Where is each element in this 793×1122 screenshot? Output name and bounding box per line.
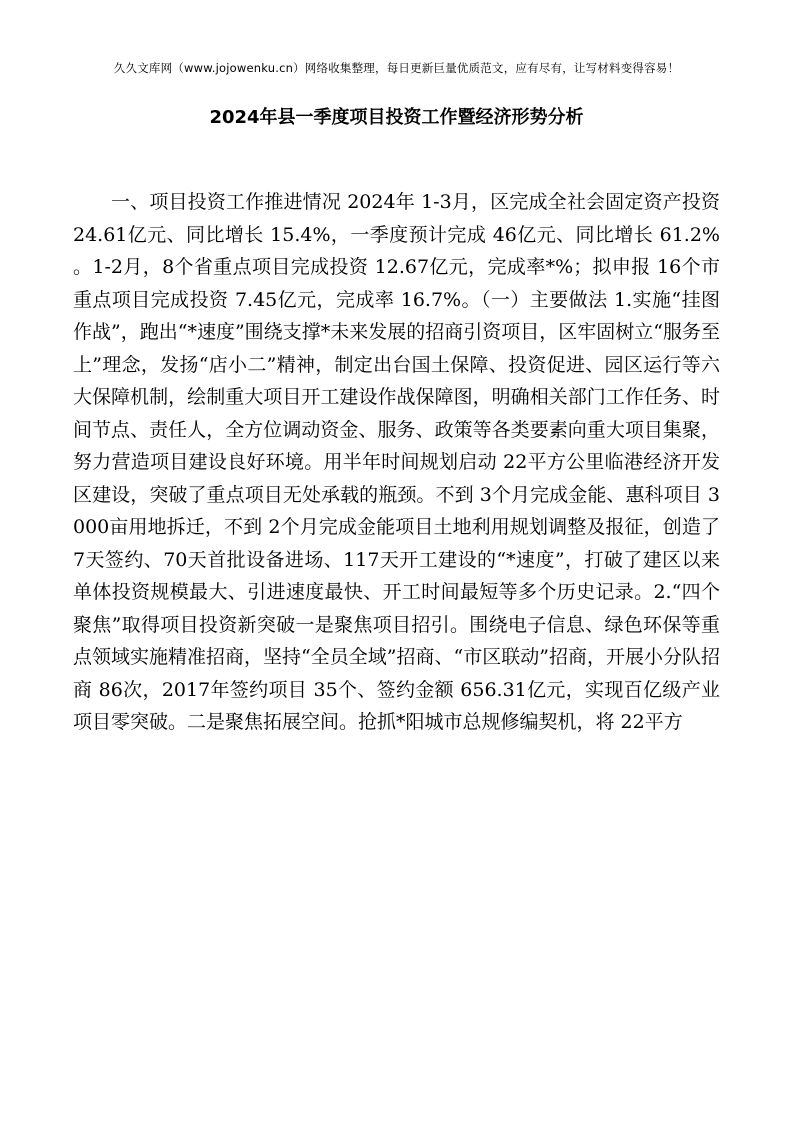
body-paragraph: 一、项目投资工作推进情况 2024年 1-3月，区完成全社会固定资产投资 24.61亿元、同比增长 15.4%，一季度预计完成 46亿元、同比增长 61.2%。1-2月，8个省重点项目完成投资 12.67亿元，完成率*%；拟申报 16个市重点项目完成投资 7.45亿元，完成率 16.7%。（一）主要做法 1.实施“挂图作战”，跑出“*速度”围绕支撑*未来发展的招商引资项目，区牢固树立“服务至上”理念，发扬“店小二”精神，制定出台国土保障、投资促进、园区运行等六大保障机制，绘制重大项目开工建设作战保障图，明确相关部门工作任务、时间节点、责任人，全方位调动资金、服务、政策等各类要素向重大项目集聚，努力营造项目建设良好环境。用半年时间规划启动 22平方公里临港经济开发区建设，突破了重点项目无处承载的瓶颈。不到 3个月完成金能、惠科项目 3000亩用地拆迁，不到 2个月完成金能项目土地利用规划调整及报征，创造了 7天签约、70天首批设备进场、117天开工建设的“*速度”，打破了建区以来单体投资规模最大、引进速度最快、开工时间最短等多个历史记录。2.“四个聚焦”取得项目投资新突破一是聚焦项目招引。围绕电子信息、绿色环保等重点领域实施精准招商，坚持“全员全域”招商、“市区联动”招商，开展小分队招商 86次，2017年签约项目 35个、签约金额 656.31亿元，实现百亿级产业项目零突破。二是聚焦拓展空间。抢抓*阳城市总规修编契机，将 22平方 bbox=[73, 191, 720, 733]
page-title: 2024年县一季度项目投资工作暨经济形势分析 bbox=[209, 107, 584, 128]
header-note: 久久文库网（www.jojowenku.cn）网络收集整理，每日更新巨量优质范文，应有尽有，让写材料变得容易！ bbox=[113, 61, 680, 75]
